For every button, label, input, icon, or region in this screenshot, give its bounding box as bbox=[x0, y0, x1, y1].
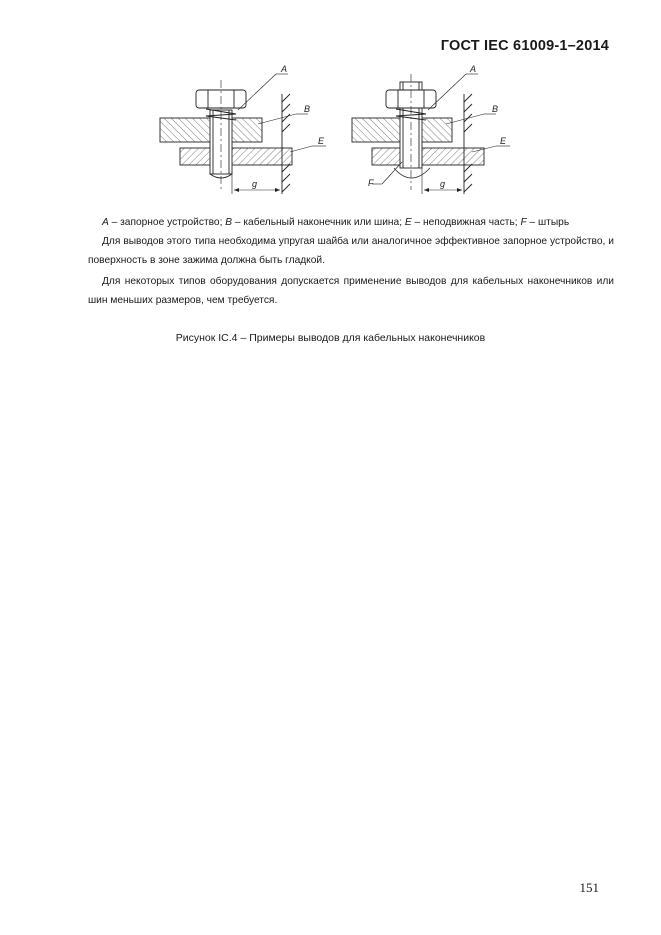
legend-text-e: – неподвижная часть; bbox=[411, 217, 521, 228]
label-g-right: g bbox=[440, 179, 446, 189]
label-e-right: E bbox=[500, 136, 507, 146]
legend-key-a: A bbox=[102, 217, 109, 228]
figure-legend bbox=[88, 213, 614, 232]
label-g-left: g bbox=[252, 179, 258, 189]
legend-text-f: – штырь bbox=[526, 217, 570, 228]
terminal-figure bbox=[150, 62, 530, 197]
legend-text-a: – запорное устройство; bbox=[108, 217, 226, 228]
label-a-left: A bbox=[281, 64, 288, 74]
paragraph-smaller-terminals: Для некоторых типов оборудования допускается применение выводов для кабельных наконечников или шин меньших размеров, чем требуется. bbox=[88, 276, 614, 306]
paragraph-spring-washer: Для выводов этого типа необходима упругая шайба или аналогичное эффективное запорное устройство, и поверхность в зоне зажима должна быть гладкой. bbox=[88, 236, 614, 266]
page-number: 151 bbox=[579, 880, 599, 895]
left-terminal-drawing bbox=[160, 74, 326, 194]
legend-key-e: E bbox=[404, 217, 412, 228]
label-a-right: A bbox=[470, 64, 477, 74]
figure-caption: Рисунок IC.4 – Примеры выводов для кабельных наконечников bbox=[175, 332, 486, 344]
label-e-left: E bbox=[318, 136, 325, 146]
label-f-right: F bbox=[368, 178, 374, 188]
right-terminal-drawing bbox=[352, 74, 510, 194]
document-header: ГОСТ IEC 61009-1–2014 bbox=[440, 38, 609, 54]
legend-key-f: F bbox=[520, 217, 527, 228]
legend-text-b: – кабельный наконечник или шина; bbox=[232, 217, 405, 228]
label-b-right: B bbox=[492, 104, 499, 114]
label-b-left: B bbox=[304, 104, 311, 114]
legend-key-b: B bbox=[225, 217, 233, 228]
